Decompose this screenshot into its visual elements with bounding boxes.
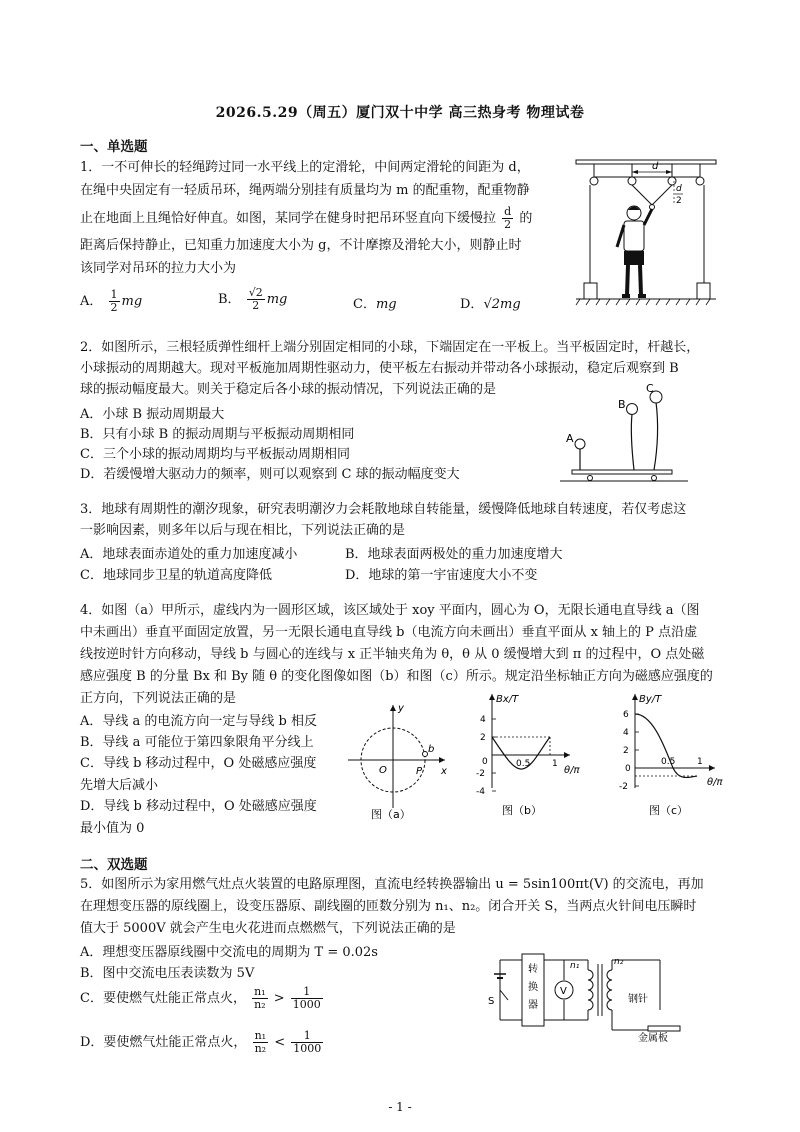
option-fraction [291, 1030, 323, 1055]
tick-label: 2 [623, 746, 629, 756]
option-label: C． [353, 297, 376, 312]
q1-option-a[interactable] [80, 289, 142, 314]
frac-num: 1 [110, 288, 118, 301]
switch-label: S [488, 996, 495, 1007]
q4-line: 正方向，下列说法正确的是 [80, 691, 237, 706]
needle-label: 钢针 [628, 994, 648, 1005]
option-relation: > [273, 991, 285, 1006]
option-text: mg [375, 297, 397, 312]
frac-num: √2 [248, 286, 263, 299]
q1-line-text: 止在地面上且绳恰好伸直。如图，某同学在健身时把吊环竖直向下缓慢拉 [80, 211, 497, 226]
page-number: - 1 - [388, 1100, 412, 1114]
option-tail: mg [121, 294, 143, 309]
q2-option-d[interactable]: D．若缓慢增大驱动力的频率，则可以观察到 C 球的振动幅度变大 [80, 467, 460, 482]
q4-figure-a [343, 702, 458, 822]
secondary-turns-label: n₂ [614, 957, 624, 967]
figure-label-d: d [652, 161, 659, 172]
frac-num: n₁ [254, 1029, 267, 1042]
q4-line: 感应强度 B 的分量 Bx 和 By 随 θ 的变化图像如图（b）和图（c）所示。规定沿坐标轴正方向为磁感应强度的 [80, 669, 713, 684]
q4-option-d[interactable] [80, 795, 317, 836]
q4-line: 线按逆时针方向移动，导线 b 与圆心的连线与 x 正半轴夹角为 θ，θ 从 0 缓慢增大到 π 的过程中，O 点处磁 [80, 647, 705, 662]
frac-den: 1000 [292, 998, 321, 1011]
q2-line: 2．如图所示，三根轻质弹性细杆上端分别固定相同的小球，下端固定在一平板上。当平板固定时，杆越长， [80, 340, 700, 355]
option-text: √2mg [483, 297, 521, 312]
q5-line: 5．如图所示为家用燃气灶点火装置的电路原理图，直流电经转换器输出 u = 5sin100πt(V) 的交流电，再加 [80, 877, 704, 892]
converter-label: 器 [528, 1000, 538, 1011]
section-double-choice: 二、双选题 [80, 857, 148, 873]
tick-label: 1 [552, 759, 558, 769]
figure-caption: 图（b） [502, 804, 542, 817]
tick-label: 0 [625, 764, 631, 774]
q5-line: 值大于 5000V 就会产生电火花进而点燃燃气，下列说法正确的是 [80, 921, 456, 936]
option-fraction [291, 986, 323, 1011]
q4-option-a[interactable]: A．导线 a 的电流方向一定与导线 b 相反 [80, 714, 317, 729]
axis-label-y: y [398, 703, 404, 714]
tick-label: 0.5 [661, 757, 676, 767]
converter-label: 换 [528, 982, 538, 993]
q2-figure-elastic-rods [560, 384, 690, 484]
converter-label: 转 [528, 964, 538, 975]
figure-label-d2-den: 2 [676, 196, 682, 206]
figure-caption: 图（c） [649, 804, 689, 817]
frac-den: 1000 [293, 1042, 322, 1055]
axis-label-bx: Bx/T [496, 694, 519, 705]
tick-label: 4 [623, 728, 629, 738]
q2-line: 小球振动的周期越大。现对平板施加周期性驱动力，使平板左右振动并带动各小球振动，稳定后观察到 B [80, 361, 679, 376]
tick-label: 4 [480, 715, 486, 725]
q3-line: 一影响因素，则多年以后与现在相比，下列说法正确的是 [80, 523, 406, 538]
q4-option-c[interactable] [80, 752, 316, 793]
figure-label-d2-num: d [676, 184, 682, 194]
ball-label-b: B [618, 398, 626, 411]
frac-num: d [504, 205, 512, 218]
section-single-choice: 一、单选题 [80, 139, 148, 155]
frac-den: 2 [252, 299, 260, 312]
option-label: D．要使燃气灶能正常点火， [80, 1035, 247, 1050]
q4-line: 4．如图（a）甲所示，虚线内为一圆形区域，该区域处于 xoy 平面内，圆心为 O，无限长通电直导线 a（图 [80, 603, 700, 618]
q1-line: 距离后保持静止，已知重力加速度大小为 g，不计摩擦及滑轮大小，则静止时 [80, 238, 522, 253]
origin-label: O [379, 765, 387, 776]
page-title: 2026.5.29（周五）厦门双十中学 高三热身考 物理试卷 [215, 105, 585, 121]
option-tail: mg [266, 292, 288, 307]
option-fraction [109, 289, 120, 314]
option-text: 最小值为 0 [80, 821, 145, 836]
q5-option-a[interactable]: A．理想变压器原线圈中交流电的周期为 T = 0.02s [80, 945, 378, 960]
axis-label-theta: θ/π [564, 765, 580, 776]
q5-option-b[interactable]: B．图中交流电压表读数为 5V [80, 966, 255, 981]
q4-option-b[interactable]: B．导线 a 可能位于第四象限角平分线上 [80, 735, 314, 750]
option-text: C．导线 b 移动过程中，O 处磁感应强度 [80, 756, 317, 771]
tick-label: -2 [476, 769, 485, 779]
tick-label: 2 [480, 733, 486, 743]
tick-label: 0 [482, 757, 488, 767]
q5-option-c[interactable] [80, 986, 325, 1011]
wire-label-b: b [428, 744, 435, 755]
plate-label: 金属板 [638, 1033, 668, 1042]
axis-label-x: x [441, 766, 447, 777]
q5-option-d[interactable] [80, 1030, 325, 1055]
q2-option-b[interactable]: B．只有小球 B 的振动周期与平板振动周期相同 [80, 427, 355, 442]
q1-line: 该同学对吊环的拉力大小为 [80, 261, 237, 276]
q4-line: 中未画出）垂直平面固定放置，另一无限长通电直导线 b（电流方向未画出）垂直平面从 x 轴上的 P 点沿虚 [80, 625, 698, 640]
tick-label: 6 [623, 710, 629, 720]
q2-option-c[interactable]: C．三个小球的振动周期均与平板振动周期相同 [80, 447, 350, 462]
voltmeter-label: V [560, 986, 567, 997]
q3-option-b[interactable]: B．地球表面两极处的重力加速度增大 [345, 547, 563, 562]
figure-caption: 图（a） [371, 808, 411, 821]
tick-label: 0.5 [516, 759, 531, 769]
q3-line: 3．地球有周期性的潮汐现象，研究表明潮汐力会耗散地球自转能量，缓慢降低地球自转速度，若仅考虑这 [80, 502, 687, 517]
option-label: C．要使燃气灶能正常点火， [80, 991, 246, 1006]
q3-option-a[interactable]: A．地球表面赤道处的重力加速度减小 [80, 547, 298, 562]
frac-den: 2 [504, 218, 512, 231]
option-label: B． [218, 292, 241, 307]
q1-line: 在绳中央固定有一轻质吊环，绳两端分别挂有质量均为 m 的配重物，配重物静 [80, 183, 530, 198]
option-relation: < [274, 1035, 286, 1050]
frac-num: 1 [291, 1030, 323, 1043]
person-figure [617, 206, 652, 298]
point-label-p: P [416, 766, 423, 777]
q3-option-c[interactable]: C．地球同步卫星的轨道高度降低 [80, 568, 272, 583]
option-text: 先增大后减小 [80, 778, 159, 793]
q4-figure-c [613, 688, 731, 823]
q1-option-c[interactable] [353, 293, 397, 312]
ball-label-c: C [646, 384, 654, 395]
option-fraction [247, 287, 265, 312]
frac-num: 1 [291, 986, 323, 999]
tick-label: -2 [619, 782, 628, 792]
frac-den: n₂ [254, 1042, 267, 1055]
option-text: D．导线 b 移动过程中，O 处磁感应强度 [80, 799, 317, 814]
frac-den: n₂ [254, 998, 266, 1011]
q1-line [80, 206, 532, 231]
q1-line-text: 的 [519, 211, 533, 226]
q3-option-d[interactable]: D．地球的第一宇宙速度大小不变 [345, 568, 538, 583]
q5-line: 在理想变压器的原线圈上，设变压器原、副线圈的匝数分别为 n₁、n₂。闭合开关 S，当两点火针间电压瞬时 [80, 899, 697, 914]
frac-den: 2 [110, 301, 118, 314]
frac-num: n₁ [254, 985, 266, 998]
q1-option-b[interactable] [218, 287, 287, 312]
axis-label-by: By/T [639, 694, 662, 705]
q2-line: 球的振动幅度最大。则关于稳定后各小球的振动情况，下列说法正确的是 [80, 382, 497, 397]
option-fraction [252, 986, 268, 1011]
ball-label-a: A [566, 432, 574, 445]
tick-label: -4 [476, 787, 485, 797]
q5-figure-ignition-circuit [488, 940, 688, 1042]
option-label: A． [80, 294, 103, 309]
primary-turns-label: n₁ [570, 961, 580, 971]
q1-figure-pulley-system [572, 155, 720, 315]
q1-option-d[interactable] [460, 293, 521, 312]
option-fraction [253, 1030, 269, 1055]
q1-line: 1．一不可伸长的轻绳跨过同一水平线上的定滑轮，中间两定滑轮的间距为 d， [80, 160, 530, 175]
q1-fraction [502, 206, 513, 231]
axis-label-theta: θ/π [707, 777, 723, 788]
tick-label: 1 [697, 757, 703, 767]
q4-figure-b [470, 688, 588, 823]
option-label: D． [460, 297, 484, 312]
q2-option-a[interactable]: A．小球 B 振动周期最大 [80, 407, 225, 422]
